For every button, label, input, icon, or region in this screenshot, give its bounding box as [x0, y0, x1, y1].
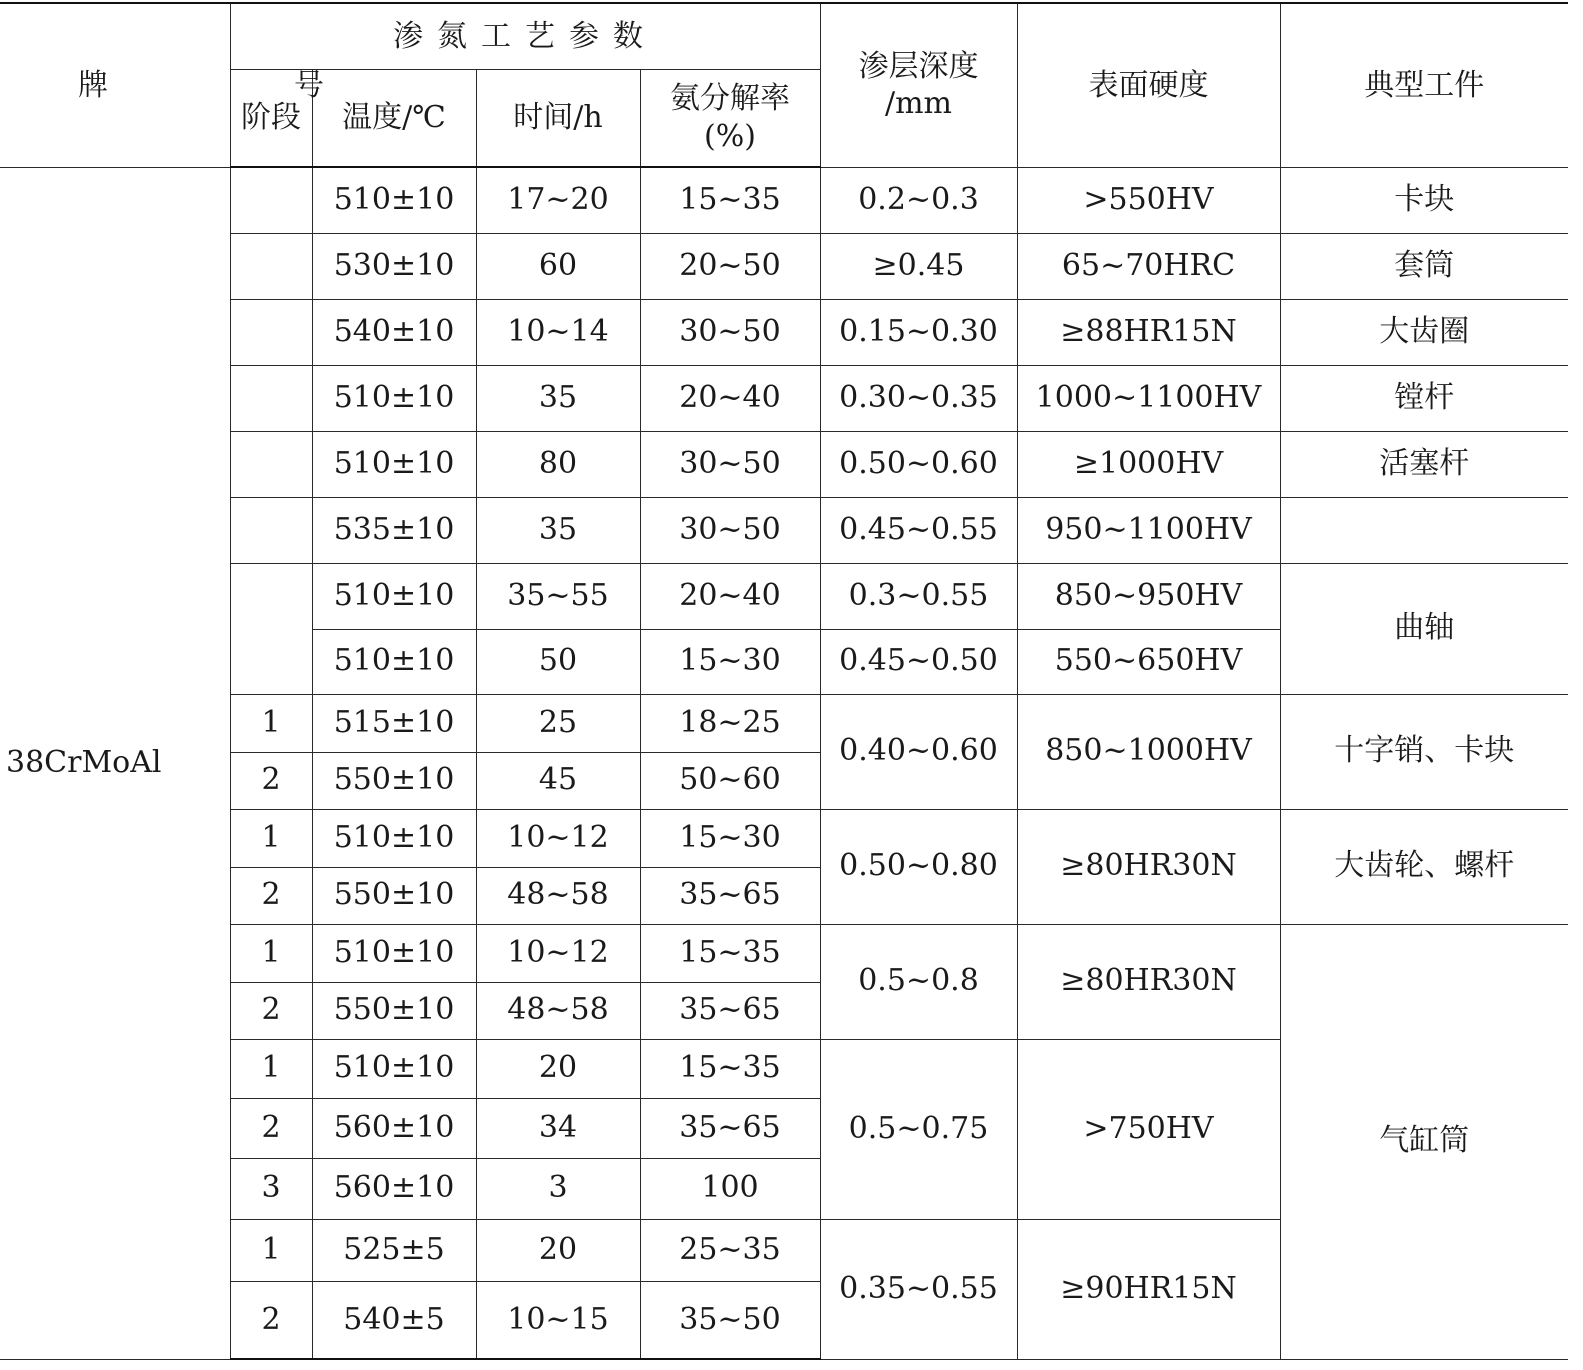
ammonia-cell: 20~50	[640, 233, 820, 299]
hardness-cell: 950~1100HV	[1017, 497, 1280, 563]
depth-cell: 0.40~0.60	[820, 694, 1017, 809]
time-cell: 34	[476, 1098, 640, 1158]
hardness-cell: ≥88HR15N	[1017, 299, 1280, 365]
hardness-cell: ≥80HR30N	[1017, 809, 1280, 924]
table-row	[0, 431, 1568, 497]
stage-cell	[230, 365, 312, 431]
depth-cell: 0.35~0.55	[820, 1219, 1017, 1359]
table-row	[0, 497, 1568, 563]
time-cell: 10~12	[476, 809, 640, 867]
time-cell: 80	[476, 431, 640, 497]
table-row	[0, 233, 1568, 299]
header-temperature: 温度/℃	[312, 69, 476, 167]
stage-cell: 1	[230, 1219, 312, 1281]
depth-cell: 0.45~0.55	[820, 497, 1017, 563]
header-surface-hardness: 表面硬度	[1017, 3, 1280, 167]
hardness-cell: >550HV	[1017, 167, 1280, 233]
depth-cell: 0.50~0.60	[820, 431, 1017, 497]
temperature-cell: 510±10	[312, 365, 476, 431]
ammonia-cell: 15~35	[640, 1039, 820, 1098]
stage-cell	[230, 431, 312, 497]
temperature-cell: 510±10	[312, 629, 476, 694]
depth-cell: 0.50~0.80	[820, 809, 1017, 924]
ammonia-cell: 15~30	[640, 629, 820, 694]
part-cell: 曲轴	[1280, 563, 1568, 694]
hardness-cell: ≥90HR15N	[1017, 1219, 1280, 1359]
temperature-cell: 510±10	[312, 809, 476, 867]
table-row	[0, 694, 1568, 752]
time-cell: 3	[476, 1158, 640, 1219]
stage-cell: 2	[230, 982, 312, 1039]
time-cell: 10~15	[476, 1281, 640, 1359]
temperature-cell: 540±10	[312, 299, 476, 365]
header-typical-parts: 典型工件	[1280, 3, 1568, 167]
time-cell: 35	[476, 365, 640, 431]
table-row	[0, 167, 1568, 233]
part-cell: 大齿轮、螺杆	[1280, 809, 1568, 924]
temperature-cell: 510±10	[312, 167, 476, 233]
stage-cell: 1	[230, 924, 312, 982]
temperature-cell: 510±10	[312, 924, 476, 982]
header-time: 时间/h	[476, 69, 640, 167]
nitriding-process-table	[0, 2, 1568, 1360]
table-row	[0, 365, 1568, 431]
time-cell: 48~58	[476, 867, 640, 924]
stage-cell: 2	[230, 752, 312, 809]
stage-cell	[230, 167, 312, 233]
part-cell: 大齿圈	[1280, 299, 1568, 365]
temperature-cell: 535±10	[312, 497, 476, 563]
hardness-cell: 550~650HV	[1017, 629, 1280, 694]
depth-cell: 0.5~0.75	[820, 1039, 1017, 1219]
stage-cell: 3	[230, 1158, 312, 1219]
temperature-cell: 560±10	[312, 1158, 476, 1219]
ammonia-cell: 20~40	[640, 365, 820, 431]
depth-cell: 0.5~0.8	[820, 924, 1017, 1039]
temperature-cell: 550±10	[312, 867, 476, 924]
temperature-cell: 525±5	[312, 1219, 476, 1281]
ammonia-cell: 35~50	[640, 1281, 820, 1359]
header-grade: 牌 号	[0, 3, 230, 167]
table-row	[0, 924, 1568, 982]
depth-cell: 0.15~0.30	[820, 299, 1017, 365]
depth-cell: 0.30~0.35	[820, 365, 1017, 431]
ammonia-cell: 15~30	[640, 809, 820, 867]
stage-cell	[230, 563, 312, 694]
hardness-cell: 1000~1100HV	[1017, 365, 1280, 431]
time-cell: 10~14	[476, 299, 640, 365]
hardness-cell: >750HV	[1017, 1039, 1280, 1219]
part-cell: 十字销、卡块	[1280, 694, 1568, 809]
depth-cell: 0.2~0.3	[820, 167, 1017, 233]
stage-cell: 1	[230, 694, 312, 752]
time-cell: 60	[476, 233, 640, 299]
time-cell: 48~58	[476, 982, 640, 1039]
stage-cell	[230, 497, 312, 563]
hardness-cell: ≥1000HV	[1017, 431, 1280, 497]
table-row	[0, 563, 1568, 629]
table-row	[0, 299, 1568, 365]
ammonia-cell: 15~35	[640, 924, 820, 982]
time-cell: 17~20	[476, 167, 640, 233]
time-cell: 35	[476, 497, 640, 563]
part-cell: 活塞杆	[1280, 431, 1568, 497]
ammonia-cell: 35~65	[640, 1098, 820, 1158]
header-case-depth: 渗层深度 /mm	[820, 3, 1017, 167]
ammonia-cell: 30~50	[640, 431, 820, 497]
stage-cell: 1	[230, 809, 312, 867]
temperature-cell: 550±10	[312, 752, 476, 809]
ammonia-cell: 25~35	[640, 1219, 820, 1281]
time-cell: 20	[476, 1219, 640, 1281]
time-cell: 45	[476, 752, 640, 809]
header-stage: 阶段	[230, 69, 312, 167]
temperature-cell: 510±10	[312, 431, 476, 497]
hardness-cell: 850~950HV	[1017, 563, 1280, 629]
hardness-cell: 850~1000HV	[1017, 694, 1280, 809]
depth-cell: 0.3~0.55	[820, 563, 1017, 629]
ammonia-cell: 50~60	[640, 752, 820, 809]
ammonia-cell: 30~50	[640, 299, 820, 365]
ammonia-cell: 15~35	[640, 167, 820, 233]
ammonia-cell: 100	[640, 1158, 820, 1219]
temperature-cell: 515±10	[312, 694, 476, 752]
stage-cell: 1	[230, 1039, 312, 1098]
ammonia-cell: 18~25	[640, 694, 820, 752]
ammonia-cell: 20~40	[640, 563, 820, 629]
hardness-cell: 65~70HRC	[1017, 233, 1280, 299]
stage-cell: 2	[230, 1281, 312, 1359]
ammonia-cell: 30~50	[640, 497, 820, 563]
part-cell: 气缸筒	[1280, 924, 1568, 1359]
time-cell: 20	[476, 1039, 640, 1098]
part-cell: 镗杆	[1280, 365, 1568, 431]
time-cell: 35~55	[476, 563, 640, 629]
temperature-cell: 540±5	[312, 1281, 476, 1359]
time-cell: 50	[476, 629, 640, 694]
temperature-cell: 510±10	[312, 563, 476, 629]
hardness-cell: ≥80HR30N	[1017, 924, 1280, 1039]
grade-cell: 38CrMoAl	[0, 167, 230, 1359]
depth-cell: ≥0.45	[820, 233, 1017, 299]
temperature-cell: 550±10	[312, 982, 476, 1039]
stage-cell: 2	[230, 867, 312, 924]
depth-cell: 0.45~0.50	[820, 629, 1017, 694]
header-ammonia-decomposition: 氨分解率 (%)	[640, 69, 820, 167]
header-process-group: 渗氮工艺参数	[230, 3, 820, 69]
part-cell	[1280, 497, 1568, 563]
temperature-cell: 530±10	[312, 233, 476, 299]
part-cell: 套筒	[1280, 233, 1568, 299]
temperature-cell: 510±10	[312, 1039, 476, 1098]
temperature-cell: 560±10	[312, 1098, 476, 1158]
part-cell: 卡块	[1280, 167, 1568, 233]
time-cell: 25	[476, 694, 640, 752]
stage-cell: 2	[230, 1098, 312, 1158]
ammonia-cell: 35~65	[640, 867, 820, 924]
stage-cell	[230, 233, 312, 299]
stage-cell	[230, 299, 312, 365]
time-cell: 10~12	[476, 924, 640, 982]
ammonia-cell: 35~65	[640, 982, 820, 1039]
table-row	[0, 809, 1568, 867]
